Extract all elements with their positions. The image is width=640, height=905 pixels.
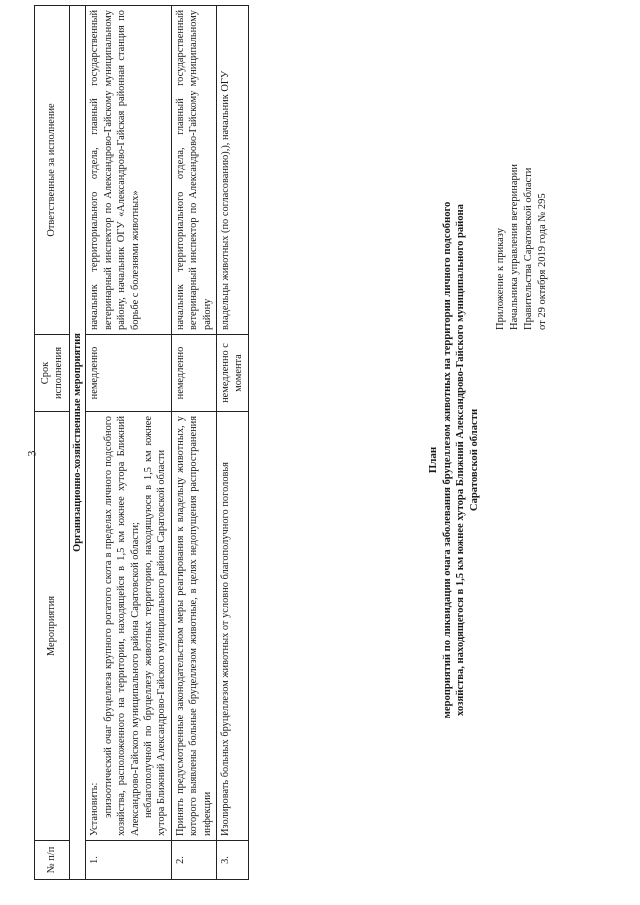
table-row bbox=[86, 6, 171, 880]
row-term: немедленно bbox=[171, 335, 216, 412]
measure-paragraph: Принять предусмотренные законодательством меры реагирования к владельцу животных, у которого выявлены больные бруцеллезом животные, в целях недопущения распространения инфекции bbox=[174, 416, 213, 836]
row-term: немедленно с момента bbox=[217, 335, 249, 412]
title-plan: План bbox=[427, 446, 439, 474]
header-term: Срок исполнения bbox=[35, 335, 70, 412]
header-measures: Мероприятия bbox=[35, 412, 70, 841]
title-line: хозяйства, находящегося в 1,5 км южнее хутора Ближний Александрово-Гайского муниципального района bbox=[455, 204, 466, 716]
row-responsible: начальник территориального отдела, главный государственный ветеринарный инспектор по Александрово-Гайскому муниципальному району, начальник ОГУ «Александрово-Гайская районная станция по борьбе с болезнями животных» bbox=[86, 6, 171, 335]
measure-paragraph: неблагополучной по бруцеллезу животных территорию, находящуюся в 1,5 км южнее хутора Ближний Александрово-Гайского муниципального района Саратовской области bbox=[143, 416, 168, 836]
table-header-row bbox=[35, 6, 70, 880]
row-responsible: владельцы животных (по согласованию),), начальник ОГУ bbox=[217, 6, 249, 335]
row-num: 2. bbox=[171, 841, 216, 880]
header-responsible: Ответственные за исполнение bbox=[35, 6, 70, 335]
header-num: № п/п bbox=[35, 841, 70, 880]
table-row bbox=[217, 6, 249, 880]
row-measure bbox=[86, 412, 171, 841]
row-responsible: начальник территориального отдела, главный государственный ветеринарный инспектор по Александрово-Гайскому муниципальному району bbox=[171, 6, 216, 335]
appendix-line: Начальника управления ветеринарии bbox=[509, 164, 520, 330]
appendix-line: Правительства Саратовской области bbox=[523, 167, 534, 330]
title-line: мероприятий по ликвидации очага заболевания бруцеллезом животных на территории личного подсобного bbox=[441, 201, 453, 719]
row-num: 3. bbox=[217, 841, 249, 880]
appendix-line: Приложение к приказу bbox=[495, 228, 506, 330]
page-number: 3 bbox=[24, 450, 39, 457]
section-row bbox=[70, 6, 86, 880]
title-line: Саратовской области bbox=[468, 408, 480, 512]
measures-table bbox=[34, 5, 249, 880]
rotated-page-content bbox=[22, 10, 622, 890]
measure-paragraph: эпизоотический очаг бруцеллеза крупного рогатого скота в пределах личного подсобного хозяйства, расположенного на территории, находящейся в 1,5 км южнее хутора Ближний Александрово-Гайского муниципального района Саратовской области; bbox=[102, 416, 141, 836]
appendix-block bbox=[494, 30, 550, 330]
appendix-line: от 29 октября 2019 года № 295 bbox=[537, 193, 548, 330]
row-measure bbox=[217, 412, 249, 841]
row-term: немедленно bbox=[86, 335, 171, 412]
document-title bbox=[427, 30, 481, 890]
row-measure bbox=[171, 412, 216, 841]
row-num: 1. bbox=[86, 841, 171, 880]
measure-paragraph: Изолировать больных бруцеллезом животных от условно благополучного поголовья bbox=[220, 462, 232, 836]
measure-paragraph: Установить: bbox=[89, 782, 101, 836]
section-title: Организационно-хозяйственные мероприятия bbox=[70, 6, 86, 880]
table-row bbox=[171, 6, 216, 880]
